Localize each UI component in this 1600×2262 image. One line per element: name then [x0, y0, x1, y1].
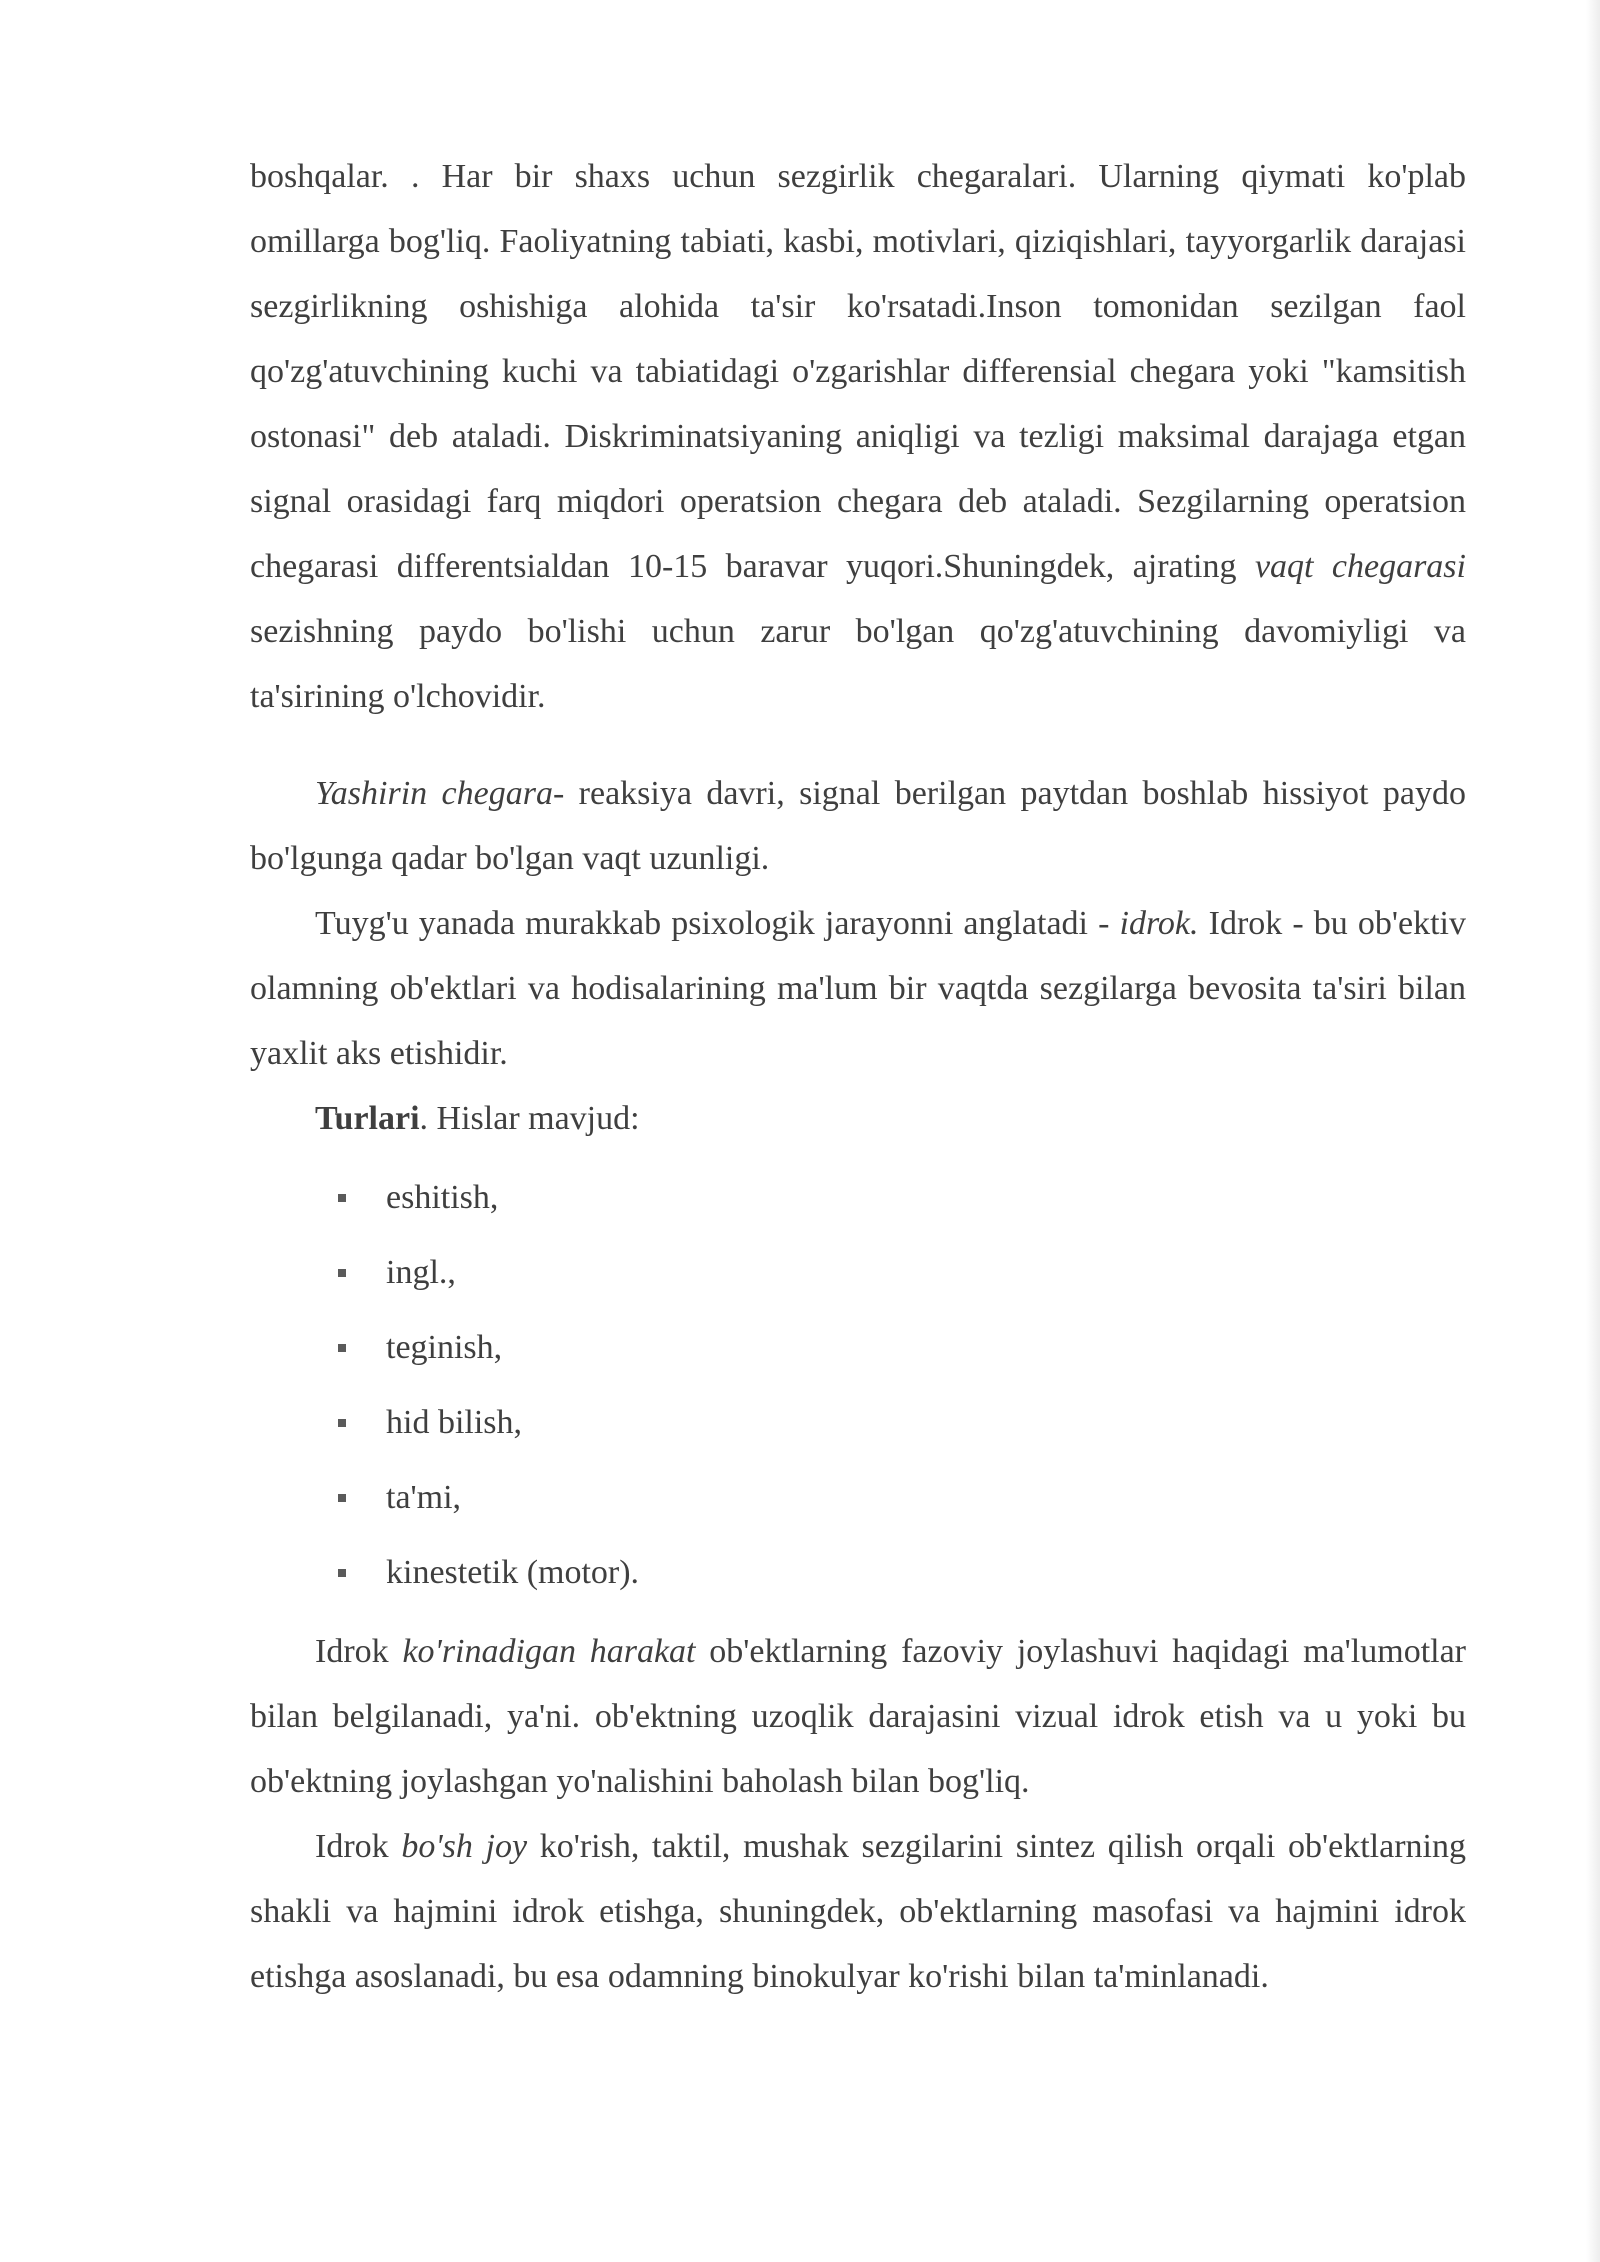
page-edge-shadow — [1586, 0, 1600, 2262]
square-bullet-icon — [338, 1194, 346, 1202]
paragraph-text: . Hislar mavjud: — [419, 1100, 640, 1137]
paragraph-thresholds — [250, 144, 1466, 729]
emphasis-term: Yashirin chegara- — [315, 775, 565, 812]
paragraph-space-perception — [250, 1814, 1466, 2009]
emphasis-term: ko'rinadigan harakat — [402, 1633, 696, 1670]
square-bullet-icon — [338, 1269, 346, 1277]
paragraph-text: sezishning paydo bo'lishi uchun zarur bo'lgan qo'zg'atuvchining davomiyligi va ta'sirining o'lchovidir. — [250, 613, 1466, 715]
paragraph-text: Idrok — [315, 1633, 403, 1670]
list-item-text: hid bilish, — [386, 1404, 523, 1441]
emphasis-term: vaqt chegarasi — [1254, 548, 1466, 585]
list-item — [250, 1460, 1466, 1535]
list-item-text: teginish, — [386, 1329, 503, 1366]
list-item-text: ingl., — [386, 1254, 456, 1291]
paragraph-text: Idrok - bu ob'ektiv olamning ob'ektlari va hodisalarining ma'lum bir vaqtda sezgilarga bevosita ta'siri bilan yaxlit aks etishidir. — [250, 905, 1466, 1072]
paragraph-text: ko'rish, taktil, mushak sezgilarini sintez qilish orqali ob'ektlarning shakli va hajmini idrok etishga, shuningdek, ob'ektlarning masofasi va hajmini idrok etishga asoslanadi, bu esa odamning binokulyar ko'rishi bilan ta'minlanadi. — [250, 1828, 1466, 1995]
list-item — [250, 1310, 1466, 1385]
paragraph-text: reaksiya davri, signal berilgan paytdan boshlab hissiyot paydo bo'lgunga qadar bo'lgan vaqt uzunligi. — [250, 775, 1466, 877]
paragraph-motion-perception — [250, 1619, 1466, 1814]
list-item — [250, 1160, 1466, 1235]
paragraph-types-heading — [250, 1086, 1466, 1151]
document-body — [250, 144, 1466, 2009]
emphasis-term: bo'sh joy — [401, 1828, 528, 1865]
list-item-text: eshitish, — [386, 1179, 499, 1216]
list-item — [250, 1535, 1466, 1610]
emphasis-term: idrok. — [1119, 905, 1199, 942]
list-item-text: kinestetik (motor). — [386, 1554, 640, 1591]
list-item — [250, 1235, 1466, 1310]
paragraph-text: ob'ektlarning fazoviy joylashuvi haqidagi ma'lumotlar bilan belgilanadi, ya'ni. ob'ektning uzoqlik darajasini vizual idrok etish va u yoki bu ob'ektning joylashgan yo'nalishini baholash bilan bog'liq. — [250, 1633, 1467, 1800]
square-bullet-icon — [338, 1344, 346, 1352]
paragraph-perception — [250, 891, 1466, 1086]
square-bullet-icon — [338, 1494, 346, 1502]
square-bullet-icon — [338, 1569, 346, 1577]
paragraph-text: Idrok — [315, 1828, 402, 1865]
paragraph-latent-threshold — [250, 761, 1466, 891]
square-bullet-icon — [338, 1419, 346, 1427]
paragraph-text: Tuyg'u yanada murakkab psixologik jarayonni anglatadi - — [315, 905, 1120, 942]
list-item-text: ta'mi, — [386, 1479, 462, 1516]
bold-term: Turlari — [315, 1100, 420, 1137]
paragraph-text: boshqalar. . Har bir shaxs uchun sezgirlik chegaralari. Ularning qiymati ko'plab omillarga bog'liq. Faoliyatning tabiati, kasbi, motivlari, qiziqishlari, tayyorgarlik darajasi sezgirlikning oshishiga alohida ta'sir ko'rsatadi.Inson tomonidan sezilgan faol qo'zg'atuvchining kuchi va tabiatidagi o'zgarishlar differensial chegara yoki "kamsitish ostonasi" deb ataladi. Diskriminatsiyaning aniqligi va tezligi maksimal darajaga etgan signal orasidagi farq miqdori operatsion chegara deb ataladi. Sezgilarning operatsion chegarasi differentsialdan 10-15 baravar yuqori.Shuningdek, ajrating — [250, 158, 1466, 585]
list-item — [250, 1385, 1466, 1460]
sense-types-list — [250, 1160, 1466, 1610]
